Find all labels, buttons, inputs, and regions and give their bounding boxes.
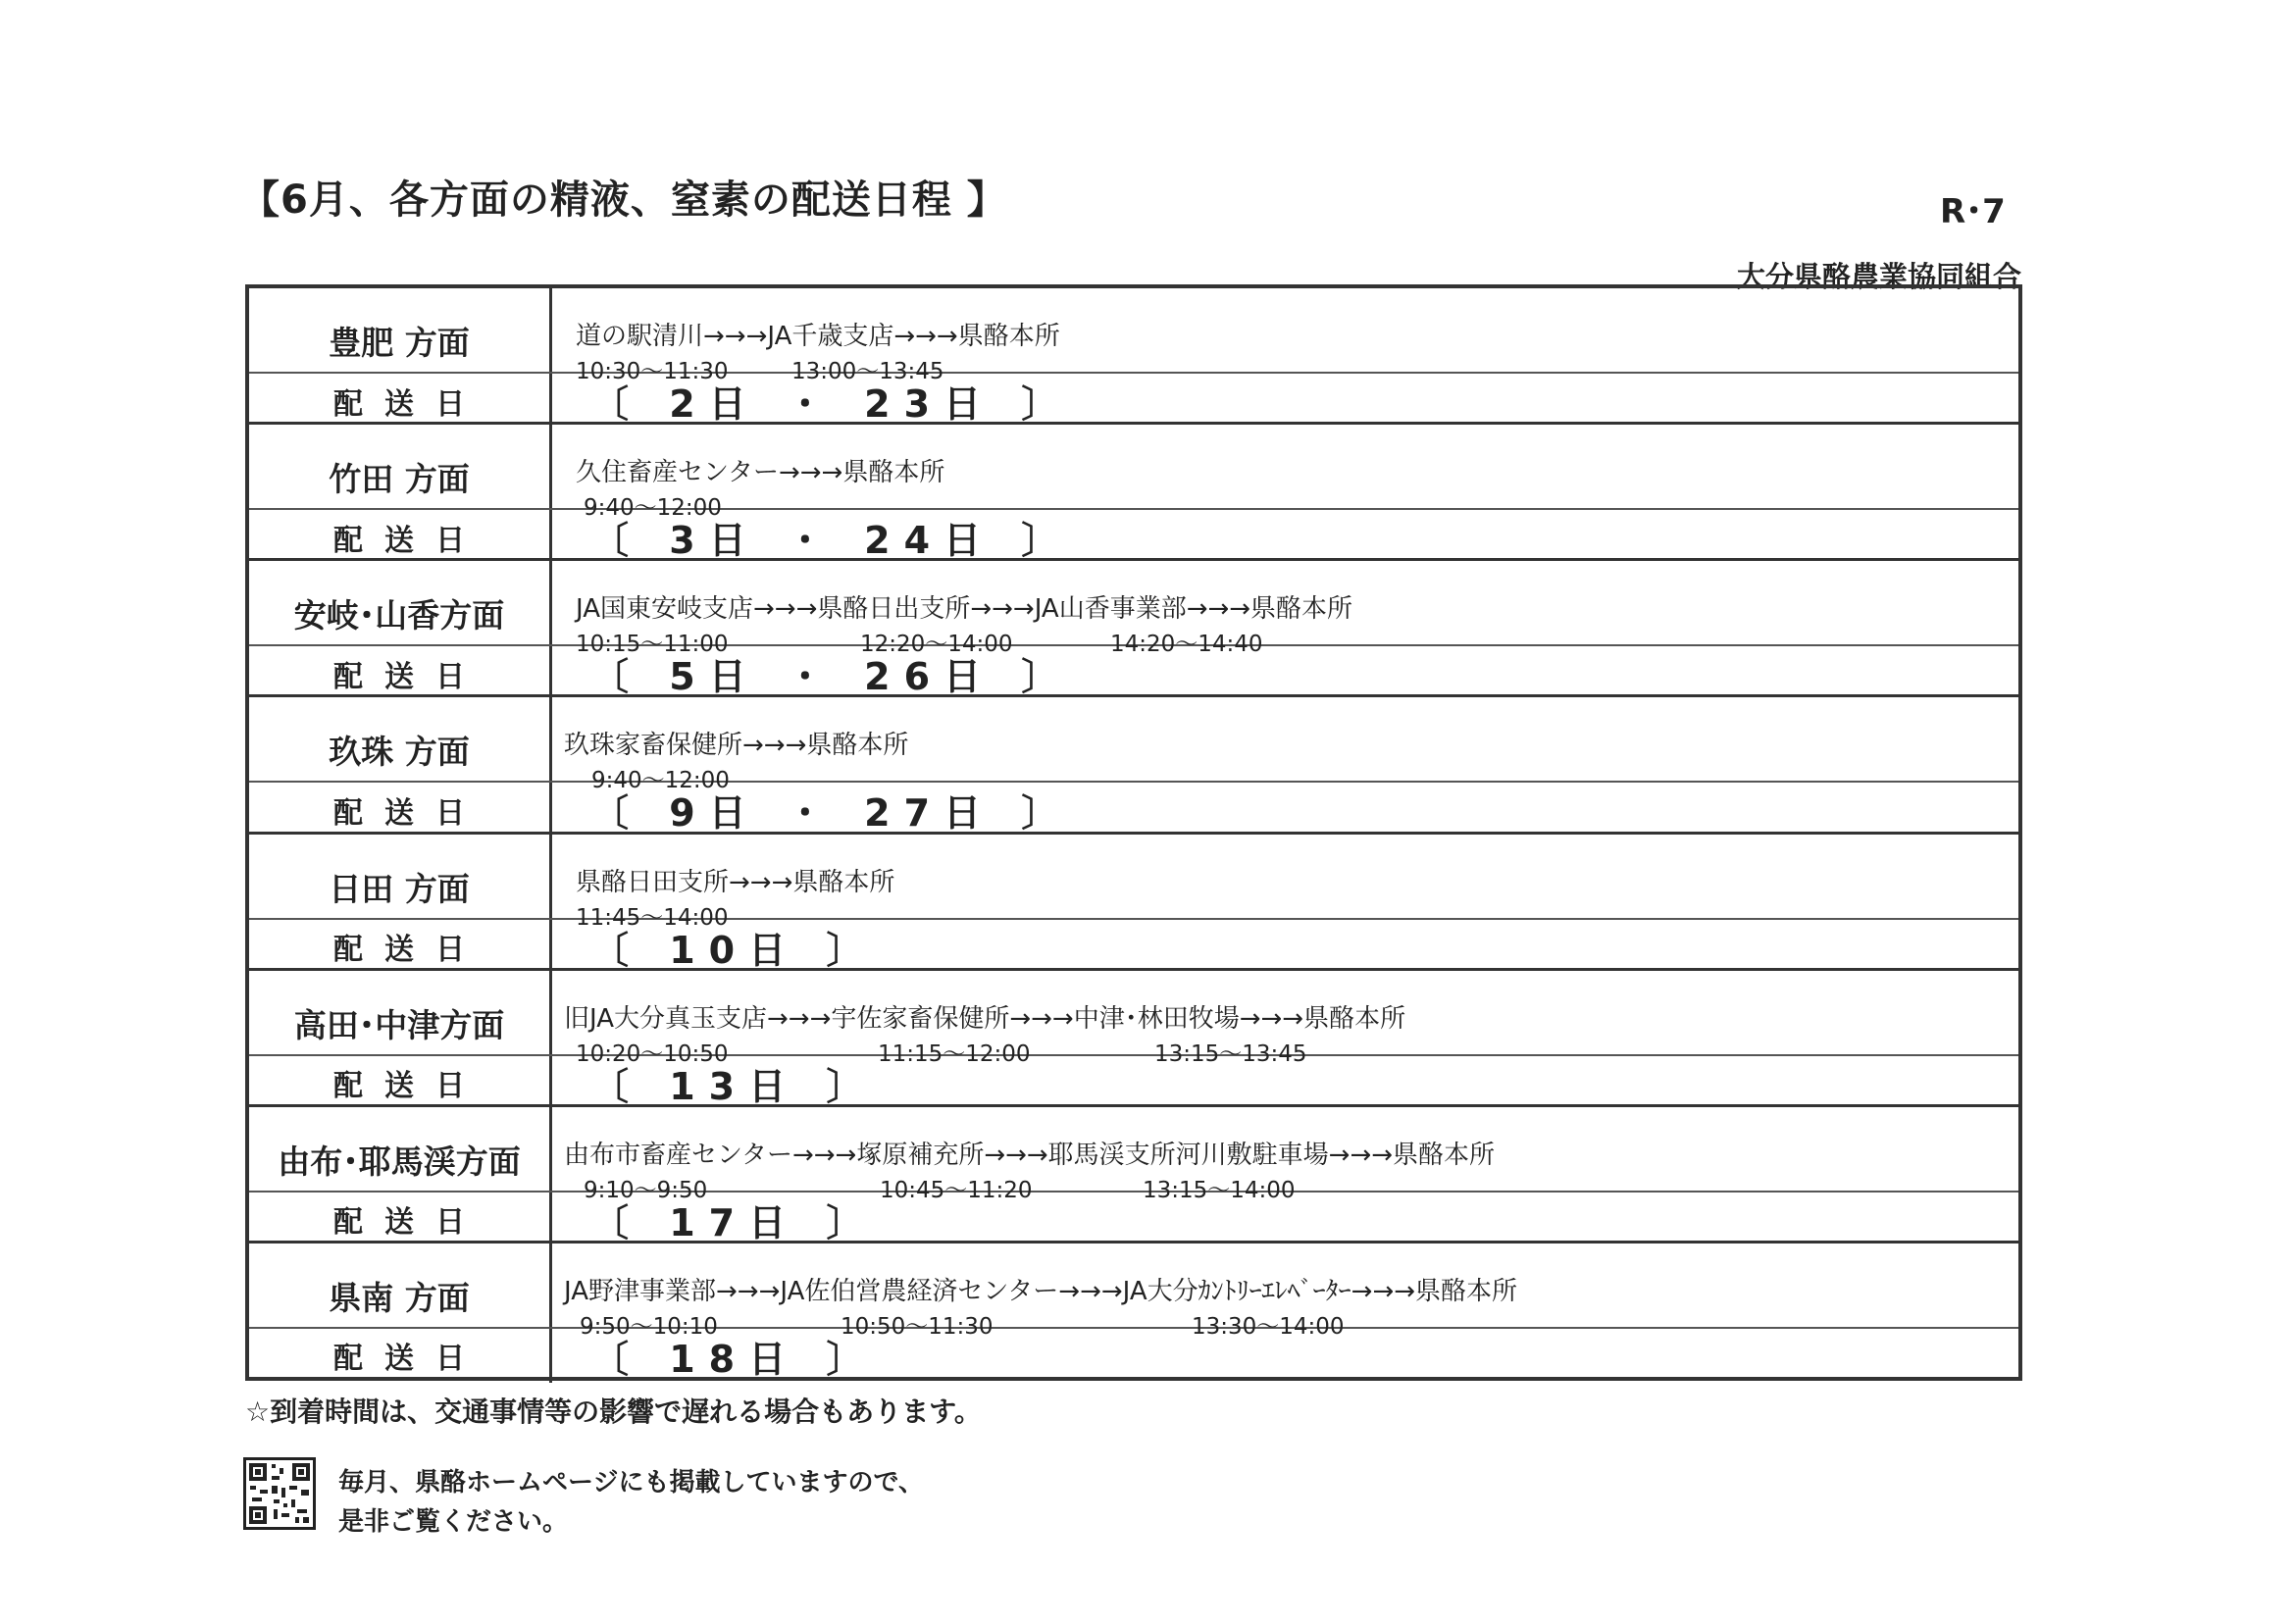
route-text: 旧JA大分真玉支店→→→宇佐家畜保健所→→→中津･林田牧場→→→県酪本所 xyxy=(564,1003,1406,1034)
delivery-dates: 〔 9日 ・ 27日 〕 xyxy=(591,791,1073,836)
revision-label: R･7 xyxy=(1940,192,2006,231)
route-row xyxy=(249,425,2018,522)
route-text: JA国東安岐支店→→→県酪日出支所→→→JA山香事業部→→→県酪本所 xyxy=(576,594,1353,625)
time-slot: 11:15～12:00 xyxy=(878,1040,1031,1067)
homepage-note-line2: 是非ご覧ください。 xyxy=(338,1507,569,1537)
arrival-time-note: ☆到着時間は、交通事情等の影響で遅れる場合もあります。 xyxy=(245,1396,982,1428)
route-text: 久住畜産センター→→→県酪本所 xyxy=(576,458,945,488)
route-row xyxy=(249,288,2018,384)
time-list xyxy=(576,899,1753,929)
schedule-table xyxy=(245,284,2022,1381)
region-label: 玖珠 方面 xyxy=(249,697,552,781)
route-cell xyxy=(552,971,2018,1067)
delivery-dates: 〔 3日 ・ 24日 〕 xyxy=(591,519,1073,563)
homepage-note-line1: 毎月、県酪ホームページにも掲載していますので、 xyxy=(338,1468,924,1497)
time-slot: 10:50～11:30 xyxy=(841,1313,994,1340)
route-text: 県酪日田支所→→→県酪本所 xyxy=(576,867,895,897)
delivery-dates: 〔 5日 ・ 26日 〕 xyxy=(591,655,1073,699)
time-slot: 10:30～11:30 xyxy=(576,359,729,384)
qr-code-graphic xyxy=(246,1460,313,1527)
time-slot: 9:40～12:00 xyxy=(591,768,730,794)
date-label: 配送日 xyxy=(249,510,552,564)
route-cell xyxy=(552,1107,2018,1203)
region-label: 由布･耶馬渓方面 xyxy=(249,1107,552,1191)
region-label: 日田 方面 xyxy=(249,835,552,918)
route-cell xyxy=(552,561,2018,658)
schedule-block xyxy=(249,561,2018,697)
route-text: 玖珠家畜保健所→→→県酪本所 xyxy=(564,731,909,761)
region-label: 竹田 方面 xyxy=(249,425,552,508)
time-slot: 13:15～14:00 xyxy=(1143,1177,1296,1203)
time-list xyxy=(576,1308,1753,1338)
time-slot: 11:45～14:00 xyxy=(576,904,729,931)
route-text: JA野津事業部→→→JA佐伯営農経済センター→→→JA大分ｶﾝﾄﾘｰｴﾚﾍﾞｰﾀｰ→→→県酪本所 xyxy=(564,1276,1518,1306)
date-label: 配送日 xyxy=(249,1329,552,1383)
region-label: 安岐･山香方面 xyxy=(249,561,552,644)
time-slot: 14:20～14:40 xyxy=(1110,632,1263,658)
time-slot: 10:15～11:00 xyxy=(576,632,729,658)
date-label: 配送日 xyxy=(249,1056,552,1110)
time-slot: 13:15～13:45 xyxy=(1154,1040,1307,1067)
route-row xyxy=(249,697,2018,794)
time-slot: 12:20～14:00 xyxy=(860,632,1013,658)
delivery-dates: 〔 17日 〕 xyxy=(591,1200,878,1244)
time-list xyxy=(576,1172,1753,1201)
date-label: 配送日 xyxy=(249,1193,552,1246)
time-list xyxy=(576,762,1753,794)
region-label: 県南 方面 xyxy=(249,1243,552,1327)
route-row xyxy=(249,835,2018,931)
schedule-block xyxy=(249,697,2018,834)
schedule-block xyxy=(249,1107,2018,1243)
route-cell xyxy=(552,425,2018,522)
time-slot: 13:00～13:45 xyxy=(791,359,944,384)
delivery-dates: 〔 18日 〕 xyxy=(591,1337,878,1381)
date-label: 配送日 xyxy=(249,374,552,428)
date-label: 配送日 xyxy=(249,920,552,974)
route-text: 道の駅清川→→→JA千歳支店→→→県酪本所 xyxy=(576,322,1060,351)
delivery-dates: 〔 13日 〕 xyxy=(591,1064,878,1108)
region-label: 高田･中津方面 xyxy=(249,971,552,1054)
delivery-dates: 〔 2日 ・ 23日 〕 xyxy=(591,382,1073,427)
delivery-dates: 〔 10日 〕 xyxy=(591,928,878,972)
time-list xyxy=(576,1036,1753,1065)
time-list xyxy=(576,353,1753,382)
route-row xyxy=(249,971,2018,1067)
region-label: 豊肥 方面 xyxy=(249,288,552,372)
route-row xyxy=(249,561,2018,658)
time-list xyxy=(576,489,1753,522)
route-cell xyxy=(552,697,2018,794)
time-slot: 9:10～9:50 xyxy=(584,1177,708,1203)
time-slot: 9:50～10:10 xyxy=(580,1313,718,1340)
route-cell xyxy=(552,288,2018,384)
homepage-note xyxy=(338,1463,924,1542)
schedule-block xyxy=(249,971,2018,1107)
time-list xyxy=(576,626,1753,658)
time-slot: 13:30～14:00 xyxy=(1192,1313,1345,1340)
schedule-block xyxy=(249,288,2018,425)
route-cell xyxy=(552,1243,2018,1340)
time-slot: 10:45～11:20 xyxy=(880,1177,1033,1203)
schedule-block xyxy=(249,1243,2018,1381)
route-row xyxy=(249,1107,2018,1203)
schedule-block xyxy=(249,835,2018,971)
schedule-block xyxy=(249,425,2018,561)
route-cell xyxy=(552,835,2018,931)
date-label: 配送日 xyxy=(249,783,552,837)
time-slot: 10:20～10:50 xyxy=(576,1040,729,1067)
route-row xyxy=(249,1243,2018,1340)
route-text: 由布市畜産センター→→→塚原補充所→→→耶馬渓支所河川敷駐車場→→→県酪本所 xyxy=(564,1140,1496,1170)
time-slot: 9:40～12:00 xyxy=(584,495,722,522)
qr-code-icon[interactable] xyxy=(243,1457,316,1530)
page-title: 【6月、各方面の精液、窒素の配送日程 】 xyxy=(240,178,1007,223)
organization-name: 大分県酪農業協同組合 xyxy=(1736,260,2021,293)
date-label: 配送日 xyxy=(249,646,552,700)
